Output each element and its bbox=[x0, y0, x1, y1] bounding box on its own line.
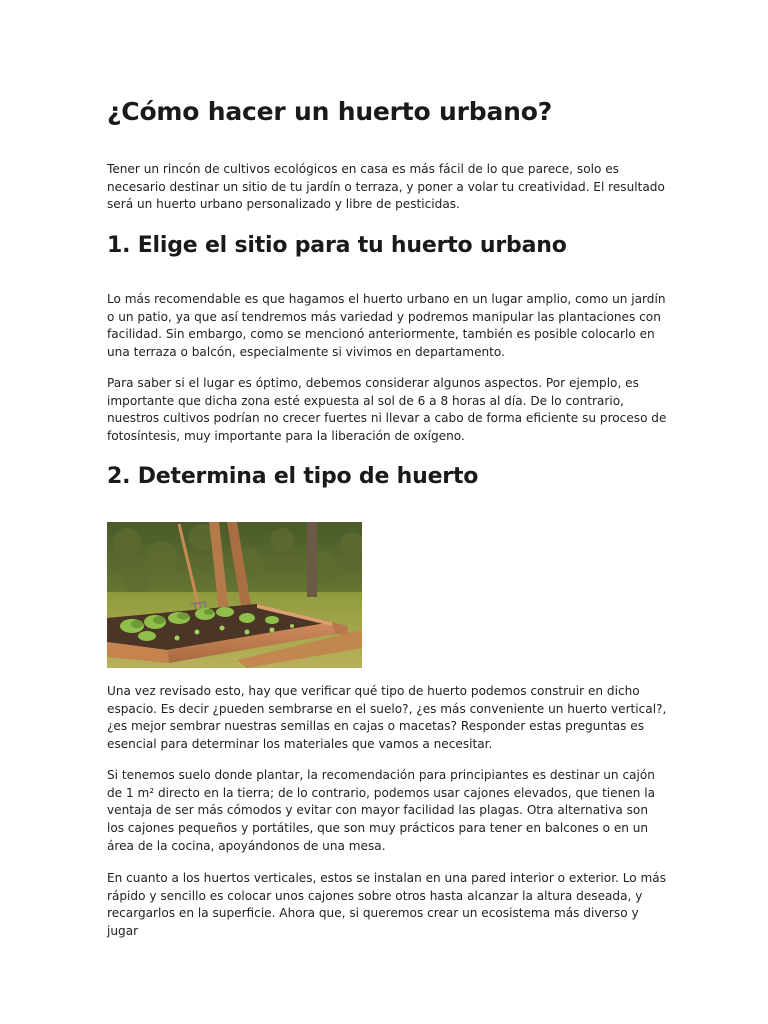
section-1-paragraph-1: Lo más recomendable es que hagamos el huerto urbano en un lugar amplio, como un jardín o un patio, ya que así tendremos más variedad y podremos manipular las plantaciones con facilidad. Sin embargo, como se mencionó anteriormente, también es posible colocarlo en una terraza o balcón, especialmente si vivimos en departamento. bbox=[107, 292, 666, 360]
section-1-heading: 1. Elige el sitio para tu huerto urbano bbox=[107, 233, 567, 258]
page-title: ¿Cómo hacer un huerto urbano? bbox=[107, 97, 553, 126]
section-1-paragraph-2: Para saber si el lugar es óptimo, debemos considerar algunos aspectos. Por ejemplo, es importante que dicha zona esté expuesta al sol de 6 a 8 horas al día. De lo contrario, nuestros cultivos podrían no crecer fuertes ni llevar a cabo de forma eficiente su proceso de fotosíntesis, muy importante para la liberación de oxígeno. bbox=[107, 376, 667, 444]
intro-paragraph: Tener un rincón de cultivos ecológicos en casa es más fácil de lo que parece, solo es necesario destinar un sitio de tu jardín o terraza, y poner a volar tu creatividad. El resultado será un huerto urbano personalizado y libre de pesticidas. bbox=[107, 162, 665, 212]
raised-garden-bed-photo bbox=[107, 522, 362, 668]
section-2-heading: 2. Determina el tipo de huerto bbox=[107, 464, 479, 489]
section-2-paragraph-3: En cuanto a los huertos verticales, estos se instalan en una pared interior o exterior. Lo más rápido y sencillo es colocar unos cajones sobre otros hasta alcanzar la altura deseada, y recargarlos en la superficie. Ahora que, si queremos crear un ecosistema más diverso y jugar bbox=[107, 871, 667, 939]
section-2-paragraph-1: Una vez revisado esto, hay que verificar qué tipo de huerto podemos construir en dicho espacio. Es decir ¿pueden sembrarse en el suelo?, ¿es más conveniente un huerto vertical?, ¿es mejor sembrar nuestras semillas en cajas o macetas? Responder estas preguntas es esencial para determinar los materiales que vamos a necesitar. bbox=[107, 684, 667, 752]
section-2-paragraph-2: Si tenemos suelo donde plantar, la recomendación para principiantes es destinar un cajón de 1 m² directo en la tierra; de lo contrario, podemos usar cajones elevados, que tienen la ventaja de ser más cómodos y evitar con mayor facilidad las plagas. Otra alternativa son los cajones pequeños y portátiles, que son muy prácticos para tener en balcones o en un área de la cocina, apoyándonos de una mesa. bbox=[107, 768, 655, 853]
